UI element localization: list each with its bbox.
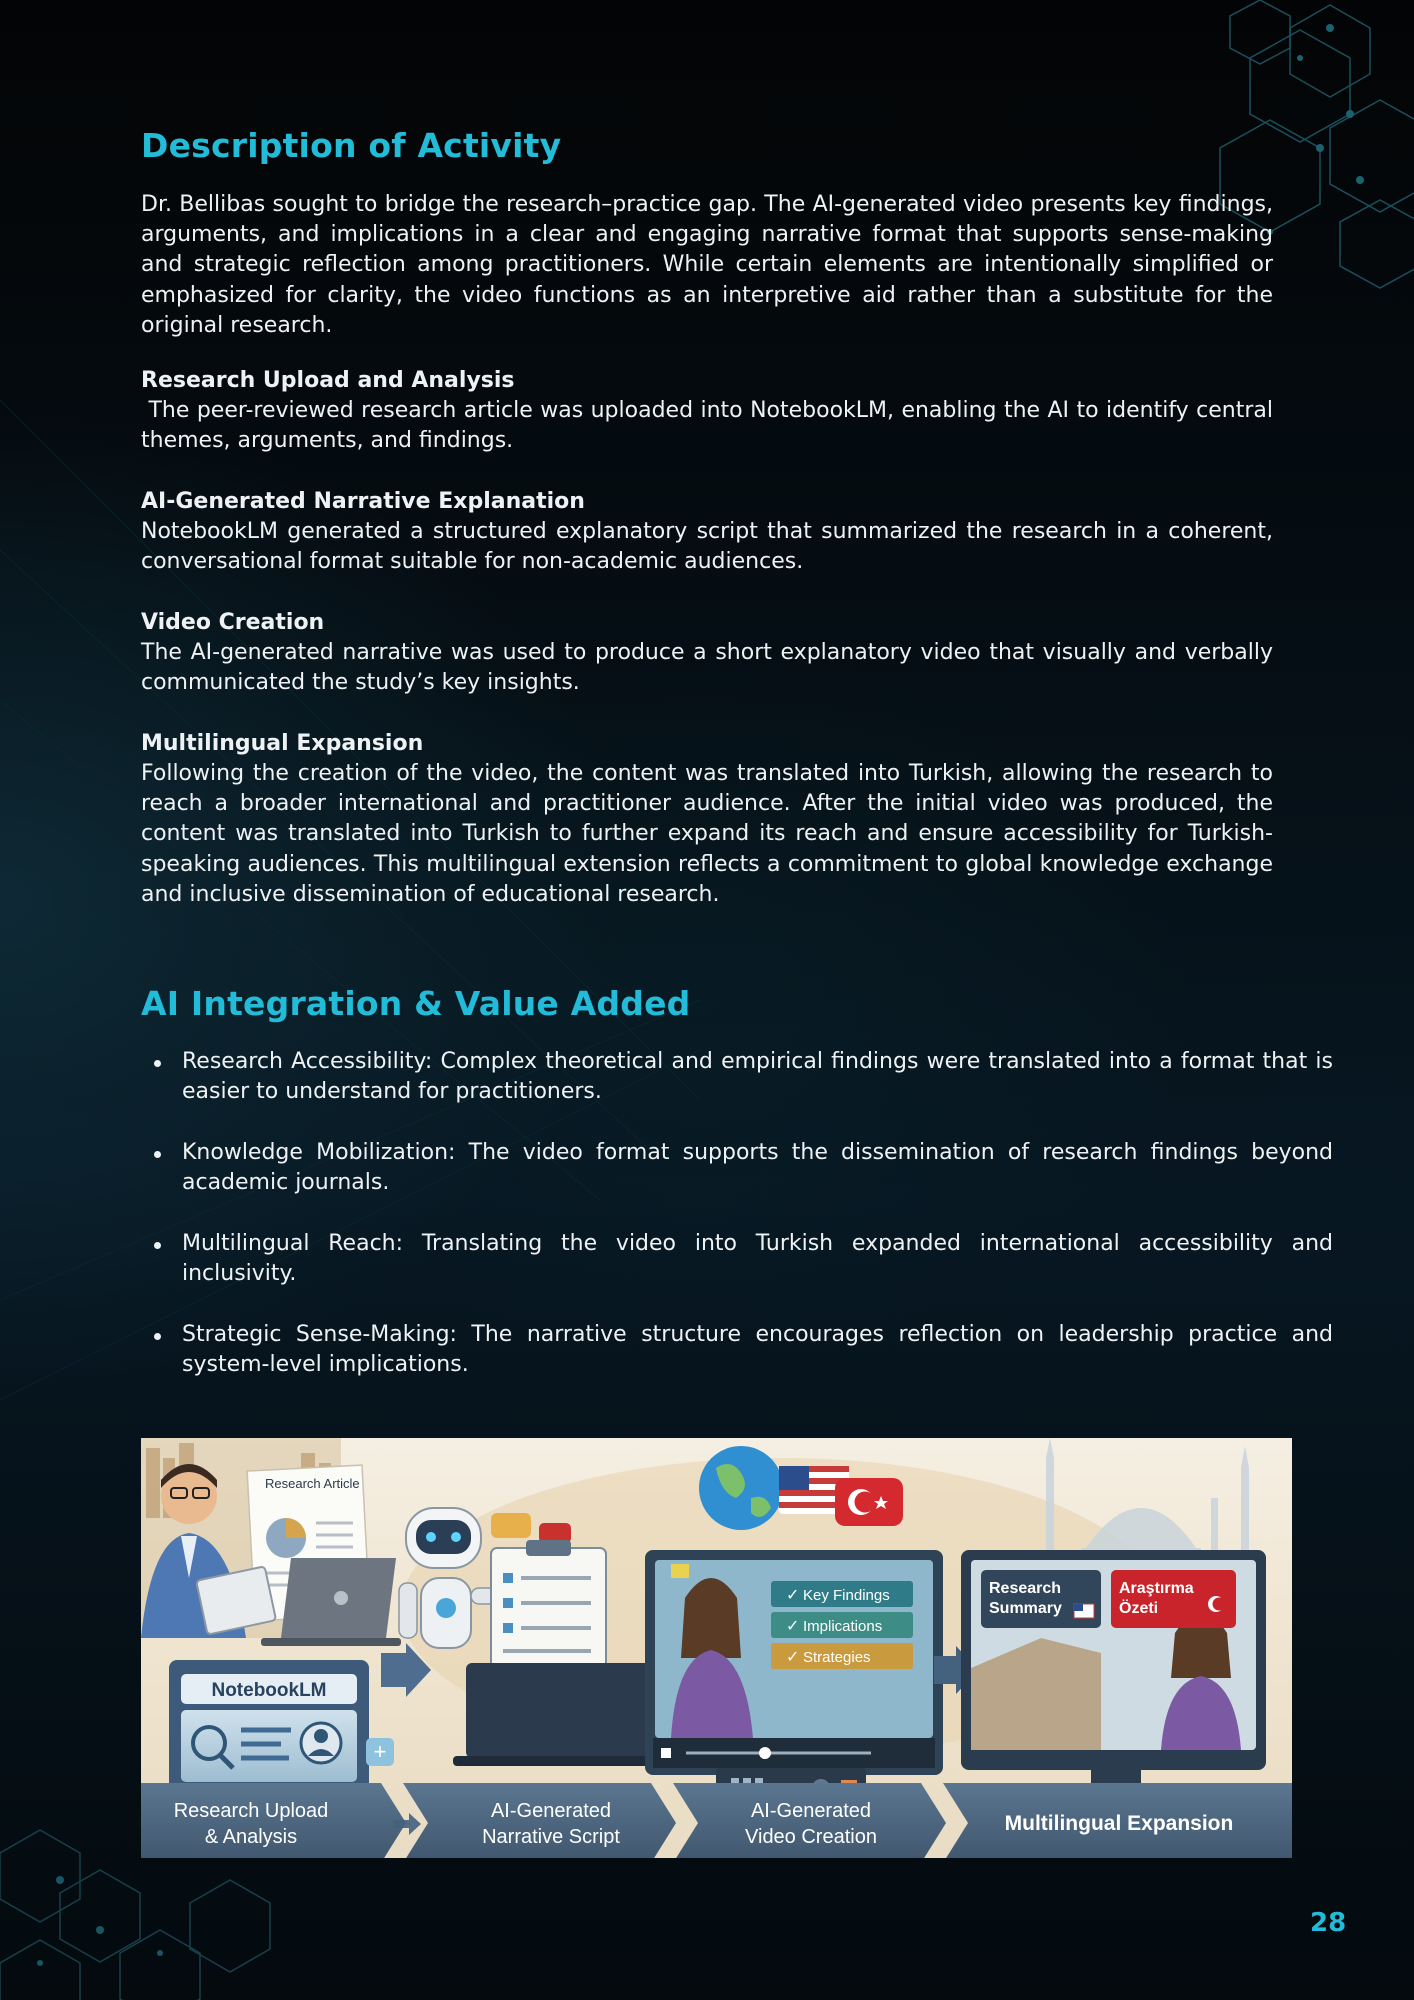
intro-paragraph: Dr. Bellibas sought to bridge the research–practice gap. The AI-generated video presents key findings, arguments, and implications in a clear and engaging narrative format that supports sense-making and strategic reflection among practitioners. While certain elements are intentionally simplified or emphasized for clarity, the video functions as an interpretive aid rather than a substitute for the original research. [141, 192, 1273, 338]
intro-paragraph-block [141, 190, 1273, 341]
summary-tr-line1: Araştırma [1119, 1580, 1194, 1597]
step-text: The peer-reviewed research article was uploaded into NotebookLM, enabling the AI to identify central themes, arguments, and findings. [141, 398, 1280, 454]
globe-icon [699, 1446, 783, 1530]
check-icon: ✓ [786, 1618, 800, 1635]
description-heading: Description of Activity [141, 126, 562, 165]
checklist-item-label: Implications [803, 1618, 883, 1635]
step-title: Research Upload and Analysis [141, 368, 515, 393]
summary-en-badge [981, 1570, 1101, 1628]
list-item: Strategic Sense-Making: The narrative structure encourages reflection on leadership practice and system-level implications. [182, 1320, 1333, 1380]
step-title: AI-Generated Narrative Explanation [141, 489, 585, 514]
step-label-line1: Research Upload [173, 1800, 329, 1822]
integration-bullet-list [141, 1047, 1333, 1411]
clipboard-icon [491, 1540, 606, 1683]
step-text: Following the creation of the video, the content was translated into Turkish, allowing the research to reach a broader international and practitioner audience. After the initial video was produced, the content was translated into Turkish to further expand its reach and ensure accessibility for Turkish-speaking audiences. This multilingual extension reflects a commitment to global knowledge exchange and inclusive dissemination of educational research. [141, 761, 1273, 907]
list-item: Knowledge Mobilization: The video format supports the dissemination of research findings beyond academic journals. [182, 1138, 1333, 1198]
summary-en-line2: Summary [989, 1600, 1062, 1617]
summary-en-line1: Research [989, 1580, 1062, 1597]
step-label-line2: Narrative Script [482, 1826, 620, 1848]
step-research-upload [141, 366, 1280, 456]
step-label-line1: AI-Generated [750, 1800, 872, 1822]
workflow-illustration-graphic [141, 1438, 1292, 1858]
step-title: Multilingual Expansion [141, 731, 424, 756]
step-label-line1: Multilingual Expansion [1004, 1812, 1234, 1835]
page-number: 28 [1310, 1908, 1347, 1938]
step-multilingual-expansion [141, 729, 1273, 910]
plus-icon: + [373, 1739, 387, 1764]
notebooklm-panel [169, 1660, 369, 1790]
turkey-flag-icon [835, 1478, 903, 1526]
integration-heading: AI Integration & Value Added [141, 984, 691, 1023]
summary-tr-line2: Özeti [1119, 1600, 1159, 1617]
notebooklm-label: NotebookLM [211, 1680, 327, 1701]
step-text: The AI-generated narrative was used to produce a short explanatory video that visually and verbally communicated the study’s key insights. [141, 640, 1273, 696]
list-item: Research Accessibility: Complex theoretical and empirical findings were translated into a format that is easier to understand for practitioners. [182, 1047, 1333, 1107]
process-steps-banner [141, 1783, 1292, 1858]
check-icon: ✓ [786, 1587, 800, 1604]
summary-tr-badge [1111, 1570, 1236, 1628]
workflow-illustration [141, 1438, 1292, 1858]
checklist-panel [771, 1581, 913, 1669]
step-video-creation [141, 608, 1273, 698]
step-text: NotebookLM generated a structured explanatory script that summarized the research in a coherent, conversational format suitable for non-academic audiences. [141, 519, 1273, 575]
checklist-item-label: Key Findings [803, 1587, 890, 1604]
list-item: Multilingual Reach: Translating the video into Turkish expanded international accessibility and inclusivity. [182, 1229, 1333, 1289]
step-title: Video Creation [141, 610, 325, 635]
checklist-item-label: Strategies [803, 1649, 871, 1666]
research-article-label: Research Article [265, 1476, 360, 1491]
check-icon: ✓ [786, 1649, 800, 1666]
step-narrative-explanation [141, 487, 1273, 577]
step-label-line2: Video Creation [745, 1826, 877, 1848]
step-label-line2: & Analysis [204, 1826, 298, 1848]
step-label-line1: AI-Generated [490, 1800, 612, 1822]
